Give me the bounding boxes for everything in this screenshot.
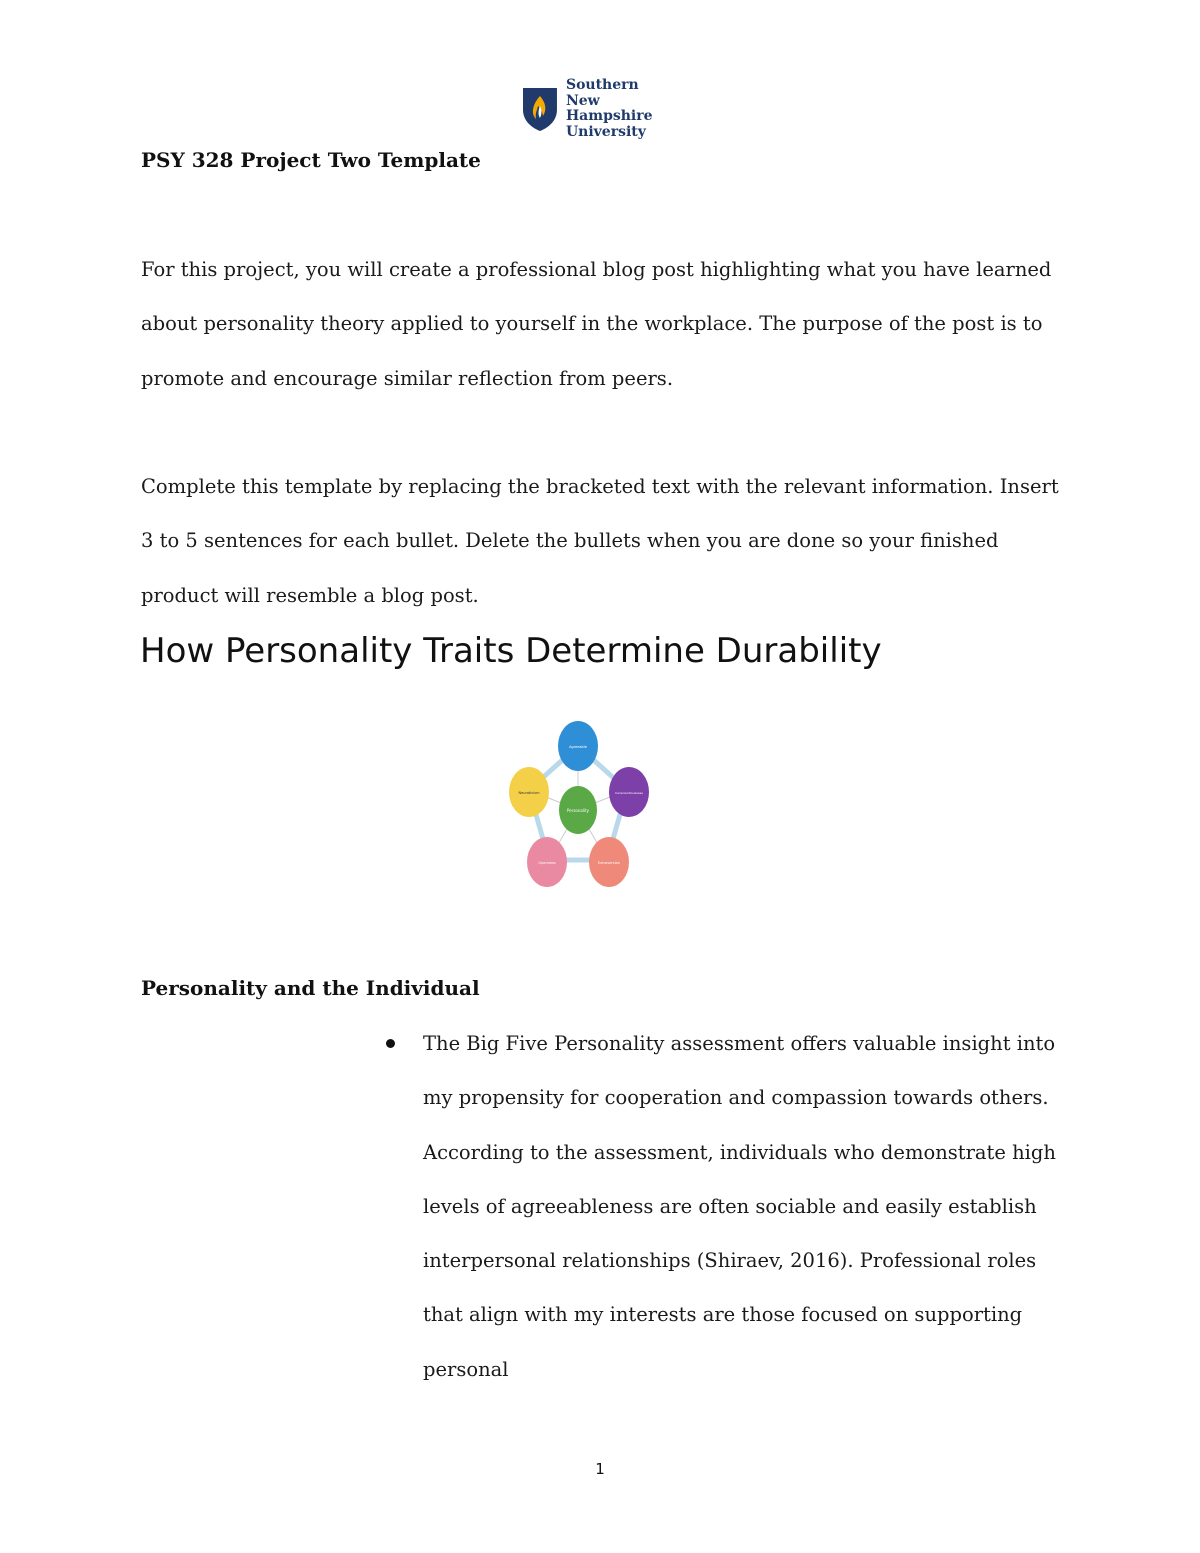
diagram-node-agreeable — [558, 721, 598, 771]
logo-line-3: University — [565, 123, 646, 140]
diagram-node-label: Agreeable — [569, 745, 587, 749]
personality-diagram-svg — [505, 718, 655, 890]
diagram-center-label: Personality — [566, 808, 590, 813]
page-number: 1 — [595, 1460, 605, 1478]
shield-flame-icon — [521, 86, 559, 132]
diagram-node-extraversion — [589, 837, 629, 887]
intro-paragraph-2 — [141, 460, 1071, 623]
bullet-paragraph: The Big Five Personality assessment offers valuable insight into my propensity for cooperation and compassion towards others. According to the assessment, individuals who demonstrate high levels of agreeableness are often sociable and easily establish interpersonal relationships (Shiraev, 2016). Professional roles that align with my interests are those focused on supporting personal — [423, 1032, 1056, 1381]
university-logo — [521, 77, 691, 140]
diagram-node-openness — [527, 837, 567, 887]
intro-paragraph-2-text: Complete this template by replacing the bracketed text with the relevant information. Insert 3 to 5 sentences for each bullet. Delete the bullets when you are done so your finished product will resemble a blog post. — [141, 475, 1059, 607]
intro-paragraph-1-text: For this project, you will create a professional blog post highlighting what you have learned about personality theory applied to yourself in the workplace. The purpose of the post is to promote and encourage similar reflection from peers. — [141, 258, 1052, 390]
diagram-node-label: Neuroticism — [518, 791, 540, 795]
diagram-center-node — [559, 786, 597, 834]
personality-diagram — [505, 718, 655, 890]
logo-line-1: Southern — [565, 77, 639, 93]
diagram-node-neuroticism — [509, 767, 549, 817]
bullet-icon — [386, 1039, 395, 1048]
intro-paragraph-1 — [141, 243, 1071, 406]
logo-wordmark — [566, 78, 691, 140]
diagram-node-label: Extraversion — [597, 861, 621, 865]
logo-line-2: New Hampshire — [565, 92, 653, 124]
diagram-node-conscientiousness — [609, 767, 649, 817]
document-title: PSY 328 Project Two Template — [141, 148, 481, 172]
diagram-node-label: Conscientiousness — [615, 791, 643, 795]
blog-heading: How Personality Traits Determine Durability — [140, 631, 882, 671]
section-heading: Personality and the Individual — [141, 976, 480, 1000]
diagram-node-label: Openness — [538, 861, 556, 865]
